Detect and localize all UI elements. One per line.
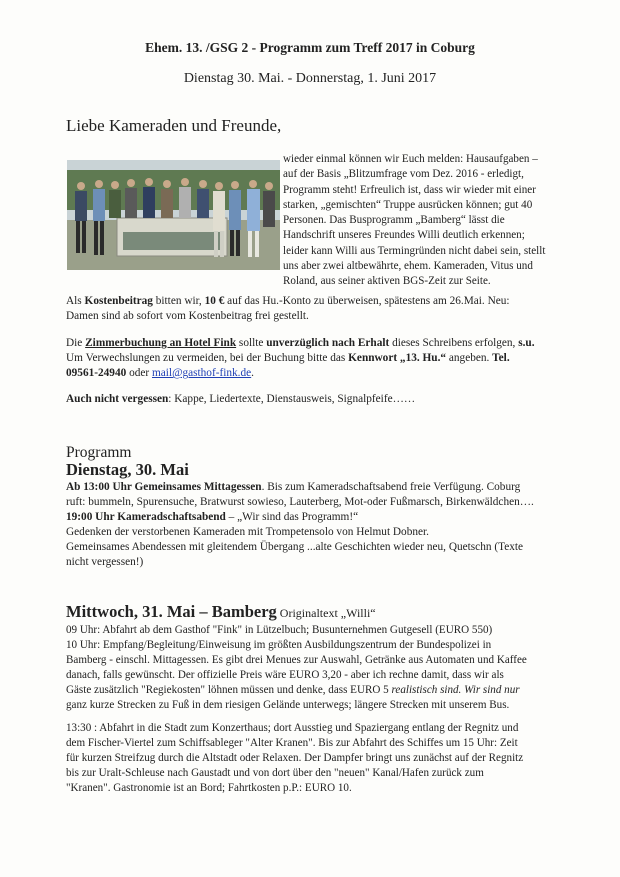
room-text: oder [126, 367, 152, 379]
event-dates: Dienstag 30. Mai. - Donnerstag, 1. Juni 2017 [183, 71, 437, 86]
tuesday-heading: Dienstag, 30. Mai [66, 460, 189, 479]
afternoon-paragraph [66, 721, 578, 796]
lunch-time: Ab 13:00 Uhr Gemeinsames Mittagessen [66, 481, 262, 493]
wednesday-text: realistisch sind. Wir sind nur [391, 684, 520, 696]
reminder-paragraph [66, 392, 576, 407]
phone-number: 09561-24940 [66, 367, 127, 379]
intro-line: uns aber zwei altbewährte, ehem. Kameraden, Vitus und [283, 260, 533, 273]
cost-label: Kostenbeitrag [84, 295, 153, 307]
room-deadline: unverzüglich nach Erhalt [266, 337, 390, 349]
cost-amount: 10 € [204, 295, 225, 307]
booking-keyword: Kennwort „13. Hu.“ [348, 352, 447, 364]
room-booking-paragraph [66, 336, 576, 381]
tuesday-text: Gedenken der verstorbenen Kameraden mit Trompetensolo von Helmut Dobner. [66, 526, 429, 538]
afternoon-text: dem Fischer-Viertel zum Schiffsableger "Alter Kranen". Bis zur Abfahrt des Schiffes um 15 Uhr: Zeit [66, 737, 518, 749]
wednesday-text: 09 Uhr: Abfahrt ab dem Gasthof "Fink" in Lützelbuch; Busunternehmen Gutgesell (EURO 550) [66, 624, 493, 636]
wednesday-text: Bamberg - einschl. Mittagessen. Es gibt drei Menues zur Auswahl, Getränke aus Automaten und Kaffee [66, 654, 527, 666]
cost-text: auf das Hu.-Konto zu überweisen, spätestens am 26.Mai. Neu: [224, 295, 510, 307]
wednesday-text: ganz kurze Strecken zu Fuß in dem riesigen Gelände unterwegs; längere Strecken mit unserem Bus. [66, 699, 510, 711]
tuesday-text: – „Wir sind das Programm!“ [225, 511, 359, 523]
cost-note: Damen sind ab sofort vom Kostenbeitrag frei gestellt. [66, 310, 309, 322]
phone-label: Tel. [492, 352, 510, 364]
reminder-text: : Kappe, Liedertexte, Dienstausweis, Signalpfeife…… [168, 393, 416, 405]
cost-text: Als [66, 295, 85, 307]
wednesday-text: 10 Uhr: Empfang/Begleitung/Einweisung im größten Ausbildungszentrum der Bundespolizei in [66, 639, 492, 651]
document-title: Ehem. 13. /GSG 2 - Programm zum Treff 2017 in Coburg [145, 40, 475, 55]
tuesday-text: nicht vergessen!) [66, 556, 144, 568]
intro-line: Personen. Das Busprogramm „Bamberg“ lässt die [283, 214, 505, 227]
original-text-note: Originaltext „Willi“ [276, 606, 376, 620]
program-title: Programm [66, 444, 132, 461]
group-photo [67, 160, 280, 270]
afternoon-text: "Kranen". Gastronomie ist an Bord; Fahrtkosten p.P.: EURO 10. [66, 782, 352, 794]
intro-line: starken, „gemischten“ Truppe ausrücken können; gut 40 [283, 198, 533, 211]
wednesday-section [66, 602, 578, 713]
tuesday-text: . Bis zum Kameradschaftsabend freie Verfügung. Coburg [261, 481, 521, 493]
afternoon-text: 13:30 : Abfahrt in die Stadt zum Konzerthaus; dort Ausstieg und Spaziergang entlang der Regnitz und [66, 722, 519, 734]
room-text: sollte [236, 337, 267, 349]
wednesday-heading: Mittwoch, 31. Mai – Bamberg [66, 602, 277, 621]
intro-text [283, 152, 573, 290]
intro-line: Programm steht! Erfreulich ist, dass wir wieder mit einer [283, 183, 536, 196]
room-text: Die [66, 337, 86, 349]
room-text: angeben. [446, 352, 493, 364]
group-photo-image [67, 160, 280, 270]
cost-paragraph [66, 294, 576, 324]
intro-line: leider kann Willi aus Termingründen nicht dabei sein, stellt [283, 244, 546, 257]
room-text: dieses Schreibens erfolgen, [389, 337, 519, 349]
room-text: . [251, 367, 254, 379]
intro-line: auf der Basis „Blitzumfrage vom Dez. 2016 - erledigt, [283, 168, 524, 181]
wednesday-text: danach, falls gewünscht. Der offizielle Preis wäre EURO 3,20 - aber ich rechne damit, dass wir als [66, 669, 504, 681]
intro-line: Roland, aus seiner aktiven BGS-Zeit zur Seite. [283, 275, 491, 288]
intro-line: Handschrift unseres Freundes Willi deutlich erkennen; [283, 229, 525, 242]
intro-line: wieder einmal können wir Euch melden: Hausaufgaben – [283, 153, 538, 165]
wednesday-text: Gäste zusätzlich "Regiekosten" löhnen müssen und denke, dass EURO 5 [66, 684, 392, 696]
email-link[interactable]: mail@gasthof-fink.de [151, 367, 252, 379]
room-see-below: s.u. [518, 337, 535, 349]
tuesday-section [66, 460, 578, 570]
evening-time: 19:00 Uhr Kameradschaftsabend [66, 511, 226, 523]
tuesday-text: ruft: bummeln, Spurensuche, Bratwurst sowieso, Lauterberg, Mot-oder Fußmarsch, Birkenwäldchen…. [66, 496, 534, 508]
room-text: Um Verwechslungen zu vermeiden, bei der Buchung bitte das [66, 352, 349, 364]
reminder-label: Auch nicht vergessen [66, 393, 169, 405]
room-booking-label: Zimmerbuchung an Hotel Fink [85, 337, 237, 349]
greeting: Liebe Kameraden und Freunde, [66, 116, 282, 135]
cost-text: bitten wir, [152, 295, 205, 307]
afternoon-text: bis zur Uralt-Schleuse nach Gaustadt und von dort über den "neuen" Kanal/Hafen zurück zum [66, 767, 484, 779]
afternoon-text: für kurzen Streifzug durch die Altstadt oder Relaxen. Der Dampfer bringt uns zunächst auf der Regnitz [66, 752, 524, 764]
tuesday-text: Gemeinsames Abendessen mit gleitendem Übergang ...alte Geschichten wieder neu, Quetschn (Texte [66, 541, 524, 553]
